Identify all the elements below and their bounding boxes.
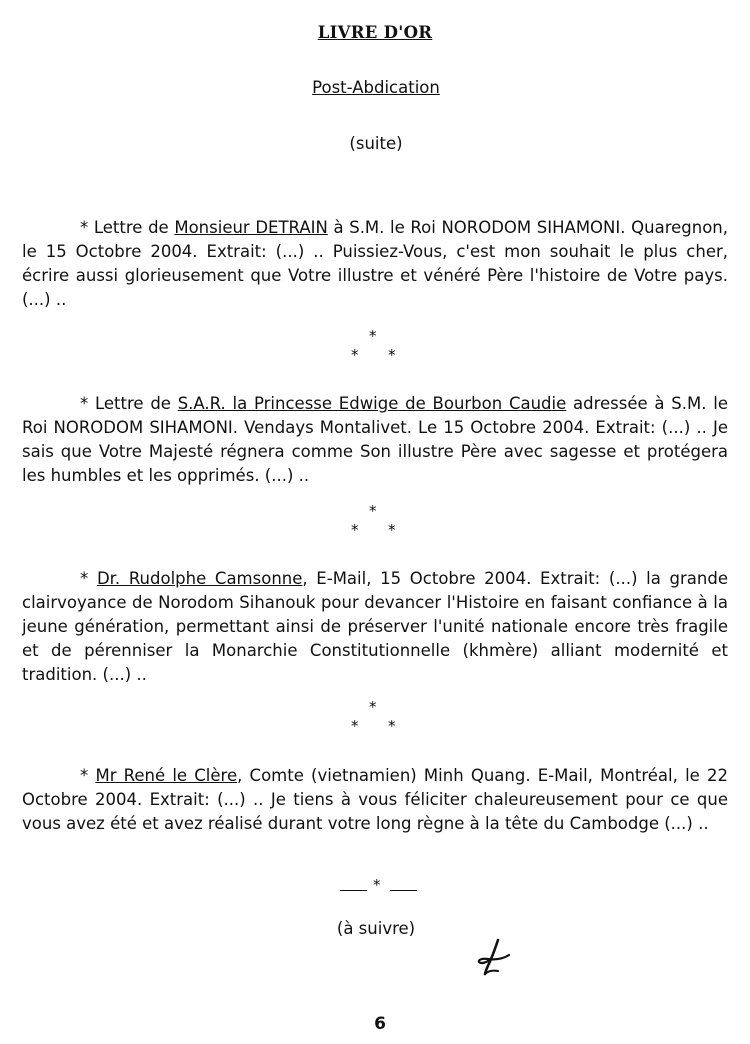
continuation-note: (suite) [349, 134, 403, 153]
entry-bullet: * [80, 766, 96, 785]
guestbook-entry [22, 764, 728, 836]
separator-star: * [351, 521, 359, 539]
separator-star: * [369, 502, 377, 520]
entry-author: S.A.R. la Princesse Edwige de Bourbon Caudie [177, 394, 567, 413]
guestbook-entry [22, 567, 728, 687]
entry-author: Mr René le Clère [95, 766, 238, 785]
entry-bullet: * Lettre de [80, 218, 175, 237]
entry-body: , E-Mail, 15 Octobre 2004. Extrait: (...) la grande clairvoyance de Norodom Sihanouk pour devancer l'Histoire en faisant confiance à la jeune génération, permettant ainsi de préserver l'unité nationale encore très fragile et de pérenniser la Monarchie Constitutionnelle (khmère) alliant modernité et tradition. (...) .. [22, 569, 729, 684]
divider-star: * [373, 876, 381, 894]
entry-bullet: * [80, 569, 97, 588]
entry-author: Monsieur DETRAIN [174, 218, 328, 237]
asterism-separator [348, 329, 404, 363]
entry-body: adressée à S.M. le Roi NORODOM SIHAMONI. Vendays Montalivet. Le 15 Octobre 2004. Extrait: (...) .. Je sais que Votre Majesté régnera comme Son illustre Père avec sagesse et protégera les humbles et les opprimés. (...) .. [22, 394, 728, 485]
page-number: 6 [374, 1014, 386, 1034]
entry-body: à S.M. le Roi NORODOM SIHAMONI. Quaregnon, le 15 Octobre 2004. Extrait: (...) .. Puissiez-Vous, c'est mon souhait le plus cher, écrire aussi glorieusement que Votre illustre et vénéré Père l'histoire de Votre pays. (...) .. [22, 218, 728, 309]
separator-star: * [369, 327, 377, 345]
separator-star: * [388, 346, 396, 364]
end-divider [340, 876, 420, 896]
separator-star: * [351, 346, 359, 364]
handwritten-initial-mark [476, 938, 512, 982]
separator-star: * [388, 717, 396, 735]
page-subtitle: Post-Abdication [312, 78, 440, 97]
separator-star: * [369, 698, 377, 716]
divider-line [390, 890, 417, 891]
guestbook-entry [22, 392, 728, 488]
entry-author: Dr. Rudolphe Camsonne [96, 569, 303, 588]
guestbook-entry [22, 216, 728, 312]
entry-body: , Comte (vietnamien) Minh Quang. E-Mail, Montréal, le 22 Octobre 2004. Extrait: (...) .. Je tiens à vous féliciter chaleureusement pour ce que vous avez été et avez réalisé durant votre long règne à la tête du Cambodge (...) .. [22, 766, 728, 833]
page-title: LIVRE D'OR [317, 23, 433, 42]
asterism-separator [348, 504, 404, 538]
continued-note: (à suivre) [336, 919, 416, 938]
separator-star: * [351, 717, 359, 735]
separator-star: * [388, 521, 396, 539]
asterism-separator [348, 700, 404, 734]
entry-bullet: * Lettre de [80, 394, 178, 413]
divider-line [340, 890, 367, 891]
